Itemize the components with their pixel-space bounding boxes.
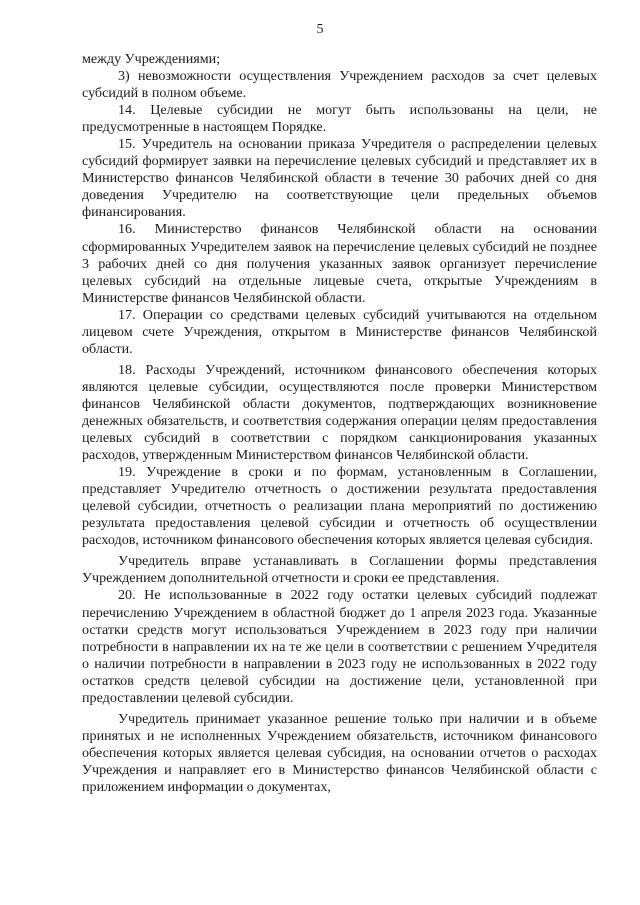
paragraph: Учредитель вправе устанавливать в Соглашении формы представления Учреждением дополнительной отчетности и сроки ее представления.	[82, 553, 597, 587]
paragraph: 15. Учредитель на основании приказа Учредителя о распределении целевых субсидий формирует заявки на перечисление целевых субсидий и представляет их в Министерство финансов Челябинской области в течение 30 рабочих дней со дня доведения Учредителю на соответствующие цели предельных объемов финансирования.	[82, 136, 597, 221]
paragraph: 20. Не использованные в 2022 году остатки целевых субсидий подлежат перечислению Учреждением в областной бюджет до 1 апреля 2023 года. Указанные остатки средств могут использоваться Учреждением в 2023 году при наличии потребности в направлении их на те же цели в соответствии с решением Учредителя о наличии потребности в направлении в 2023 году не использованных в 2022 году остатков средств целевой субсидии на достижение цели, установленной при предоставлении целевой субсидии.	[82, 587, 597, 706]
paragraph: 16. Министерство финансов Челябинской области на основании сформированных Учредителем заявок на перечисление целевых субсидий не позднее 3 рабочих дней со дня получения указанных заявок организует перечисление целевых субсидий на отдельные лицевые счета, открытые Учреждениям в Министерстве финансов Челябинской области.	[82, 221, 597, 306]
paragraph: 17. Операции со средствами целевых субсидий учитываются на отдельном лицевом счете Учреждения, открытом в Министерстве финансов Челябинской области.	[82, 306, 597, 357]
paragraph: 3) невозможности осуществления Учреждением расходов за счет целевых субсидий в полном объеме.	[82, 68, 597, 102]
paragraph: 18. Расходы Учреждений, источником финансового обеспечения которых являются целевые субсидии, осуществляются после проверки Министерством финансов Челябинской области документов, подтверждающих возникновение денежных обязательств, и соответствия содержания операции целям предоставления целевых субсидий в соответствии с порядком санкционирования указанных расходов, утвержденным Министерством финансов Челябинской области.	[82, 361, 597, 464]
paragraph: между Учреждениями;	[82, 51, 221, 67]
paragraph: 14. Целевые субсидии не могут быть использованы на цели, не предусмотренные в настоящем Порядке.	[82, 102, 597, 136]
paragraph: Учредитель принимает указанное решение только при наличии и в объеме принятых и не исполненных Учреждением обязательств, источником финансового обеспечения которых является целевая субсидия, на основании отчетов о расходах Учреждения и направляет его в Министерство финансов Челябинской области с приложением информации о документах,	[82, 710, 597, 795]
document-body	[82, 51, 597, 796]
paragraph: 19. Учреждение в сроки и по формам, установленным в Соглашении, представляет Учредителю отчетность о достижении результата предоставления целевой субсидии, отчетность о реализации плана мероприятий по достижению результата предоставления целевой субсидии и отчетность об осуществлении расходов, источником финансового обеспечения которых является целевая субсидия.	[82, 464, 597, 549]
page-number: 5	[316, 22, 324, 37]
